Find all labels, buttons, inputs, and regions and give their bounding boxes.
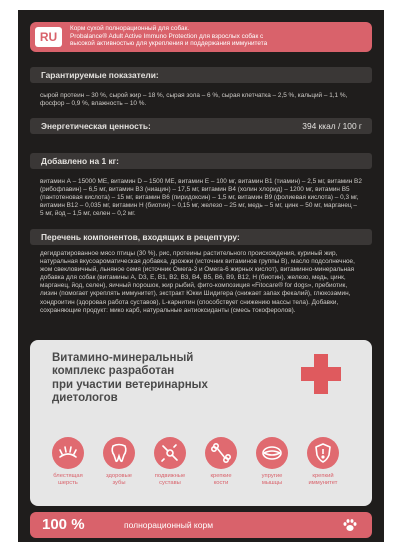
product-label [18,10,384,542]
tooth-icon [103,437,135,469]
benefit-label-coat: блестящая шерсть [53,473,83,486]
product-title [70,25,370,48]
energy-value: 394 ккал / 100 г [302,121,362,131]
vet-info-box [30,340,372,506]
joint-icon [154,437,186,469]
components-text: дегидратированное мясо птицы (30 %), рис, протеины растительного происхождения, куриный жир, натуральная вкусоароматическая добавка, дрожжи (источник витаминов группы В), масло подсолнечное, жом свекловичный, льняное семя (источник Омега-3 и Омега-6 жирных кислот), витаминно-минеральная добавка для собак (витамины А, D3, E, B1, B2, B3, B4, B5, B6, B9, B12, H (биотин), железо, медь, цинк, марганец, йод, селен), яичный порошок, жир рыбий, фито-композиция «Fitocare® for dogs», пребиотик, лизин (помогает укреплять иммунитет), экстракт Юкки Шидигера (снижает запах фекалий), глюкозамин, хондроитин (здоровая работа суставов), L-карнитин (способствует снижению массы тела). Добавки, сохраняющие продукт: мико карб, натуральные антиоксиданты (смесь токоферолов). [40,250,355,314]
components-title: Перечень компонентов, входящих в рецептуру: [41,232,240,242]
components-section-header [30,229,372,245]
muscle-icon [256,437,288,469]
product-title-line-2: Probalance® Adult Active Immuno Protection для взрослых собак с [70,32,264,40]
complete-food-label: полнорационный корм [124,520,214,530]
benefit-label-immunity: крепкий иммунитет [308,473,338,486]
vet-info-line-1: Витамино-минеральный [52,352,194,364]
percent-value: 100 % [42,516,85,533]
benefit-label-muscles: упругие мышцы [261,473,283,486]
vet-info-title [52,352,282,406]
shield-icon [307,437,339,469]
footer-banner [30,512,372,538]
paw-icon [342,518,358,532]
added-section-header [30,153,372,169]
header-banner [30,22,372,52]
benefit-label-bones: крепкие кости [210,473,232,486]
guaranteed-text: сырой протеин – 30 %, сырой жир – 18 %, сырая зола – 6 %, сырая клетчатка – 2,5 %, кальций – 1,1 %, фосфор – 0,9 %, влажность – 10 %. [40,92,348,108]
energy-title: Энергетическая ценность: [41,121,151,131]
product-title-line-1: Корм сухой полнорационный для собак. [70,25,190,32]
language-badge: RU [35,27,62,47]
guaranteed-title: Гарантируемые показатели: [41,70,159,80]
shiny-coat-icon [52,437,84,469]
vet-info-line-3: при участии ветеринарных [52,378,208,391]
guaranteed-section-header [30,67,372,83]
benefit-label-joints: подвижные суставы [154,473,186,486]
benefit-label-teeth: здоровые зубы [105,473,133,486]
bone-icon [205,437,237,469]
vet-info-line-4: диетологов [52,392,118,405]
added-title: Добавлено на 1 кг: [41,156,119,166]
energy-section-header [30,118,372,134]
added-text: витамин А – 15000 МЕ, витамин D – 1500 МЕ, витамин Е – 100 мг, витамин В1 (тиамин) – 2,5 мг, витамин В2 (рибофлавин) – 6,5 мг, витамин В3 (ниацин) – 17,5 мг, витамин В4 (холин хлорид) – 1200 мг, витамин В5 (пантотеновая кислота) – 15 мг, витамин В6 (пиридоксин) – 1,5 мг, витамин В9 (фолиевая кислота) – 0,3 мг, витамин В12 – 0,035 мг, витамин Н (биотин) – 0,15 мг, железо – 25 мг, медь – 5 мг, цинк – 50 мг, марганец – 5 мг, йод – 1,5 мг, селен – 0,2 мг. [40,178,362,218]
vet-info-line-2: комплекс разработан [52,365,175,378]
product-title-line-3: высокой активностью для укрепления и поддержания иммунитета [70,40,268,48]
